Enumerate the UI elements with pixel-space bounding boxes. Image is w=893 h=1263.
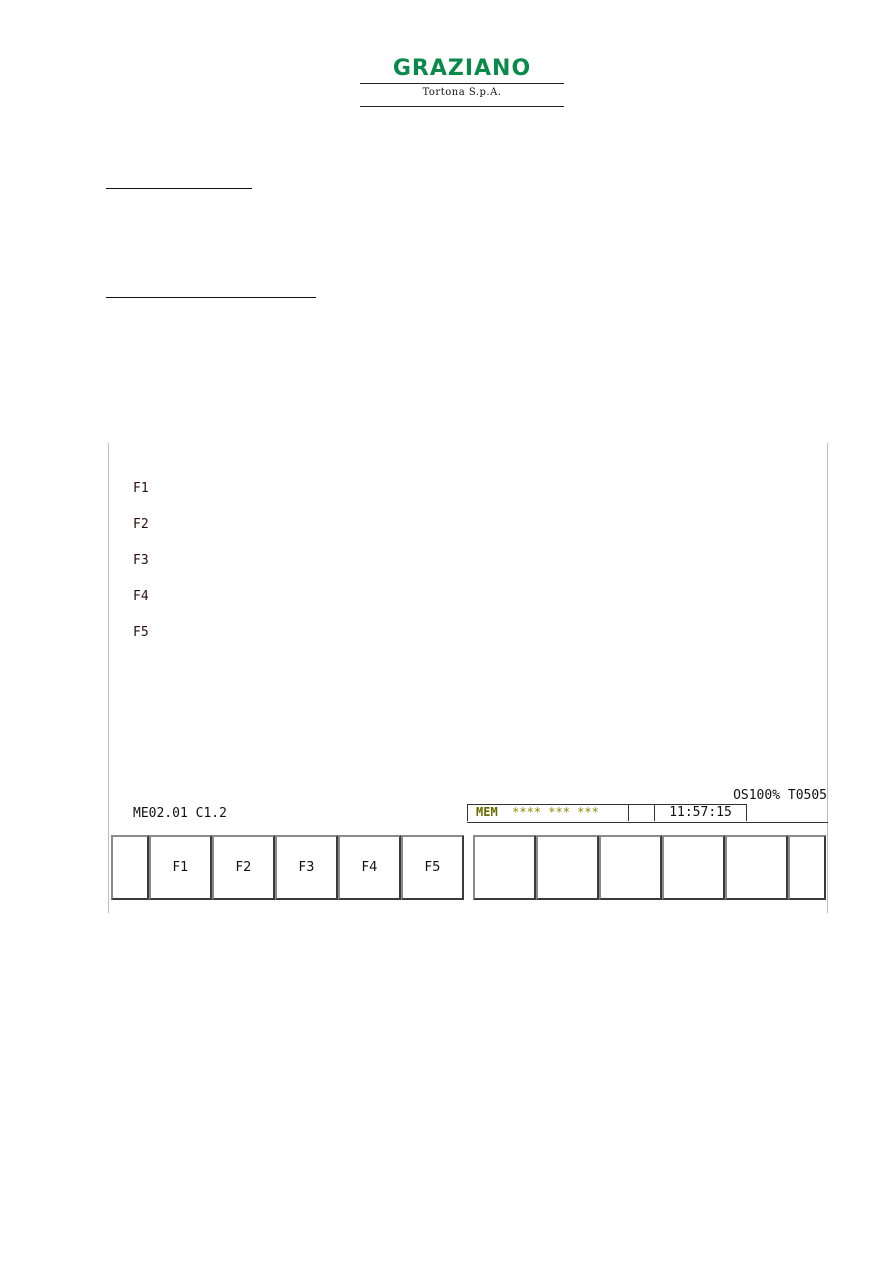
status-bar bbox=[467, 804, 828, 823]
softkey-f2[interactable]: F2 bbox=[212, 835, 275, 900]
softkey-right-5[interactable] bbox=[725, 835, 788, 900]
logo-name: GRAZIANO bbox=[392, 56, 532, 81]
softkey-f1[interactable]: F1 bbox=[149, 835, 212, 900]
function-key-entry: F2 bbox=[133, 517, 149, 532]
softkey-right-2[interactable] bbox=[536, 835, 599, 900]
function-key-entry: F1 bbox=[133, 481, 149, 496]
mem-indicators: **** *** *** bbox=[512, 805, 599, 819]
logo-divider-bottom bbox=[360, 106, 564, 107]
mem-status bbox=[467, 804, 629, 821]
cnc-screen bbox=[108, 443, 828, 913]
softkey-return[interactable] bbox=[111, 835, 149, 900]
override-tool-status: OS100% T0505 bbox=[733, 788, 827, 803]
softkey-f4[interactable]: F4 bbox=[338, 835, 401, 900]
softkey-next[interactable] bbox=[788, 835, 826, 900]
company-logo bbox=[360, 56, 564, 110]
heading-underline-1 bbox=[106, 188, 252, 189]
softkey-f3[interactable]: F3 bbox=[275, 835, 338, 900]
function-key-list bbox=[133, 481, 149, 661]
heading-underline-2 bbox=[106, 297, 316, 298]
softkey-right-4[interactable] bbox=[662, 835, 725, 900]
screen-mode-label: ME02.01 C1.2 bbox=[133, 806, 227, 821]
mem-label: MEM bbox=[476, 805, 498, 819]
logo-subtitle: Tortona S.p.A. bbox=[422, 87, 502, 98]
clock: 11:57:15 bbox=[655, 804, 747, 821]
function-key-entry: F4 bbox=[133, 589, 149, 604]
logo-divider-top bbox=[360, 83, 564, 84]
status-blank-cell bbox=[629, 804, 655, 821]
function-key-entry: F3 bbox=[133, 553, 149, 568]
softkey-f5[interactable]: F5 bbox=[401, 835, 464, 900]
softkey-right-3[interactable] bbox=[599, 835, 662, 900]
function-key-entry: F5 bbox=[133, 625, 149, 640]
softkey-right-1[interactable] bbox=[473, 835, 536, 900]
